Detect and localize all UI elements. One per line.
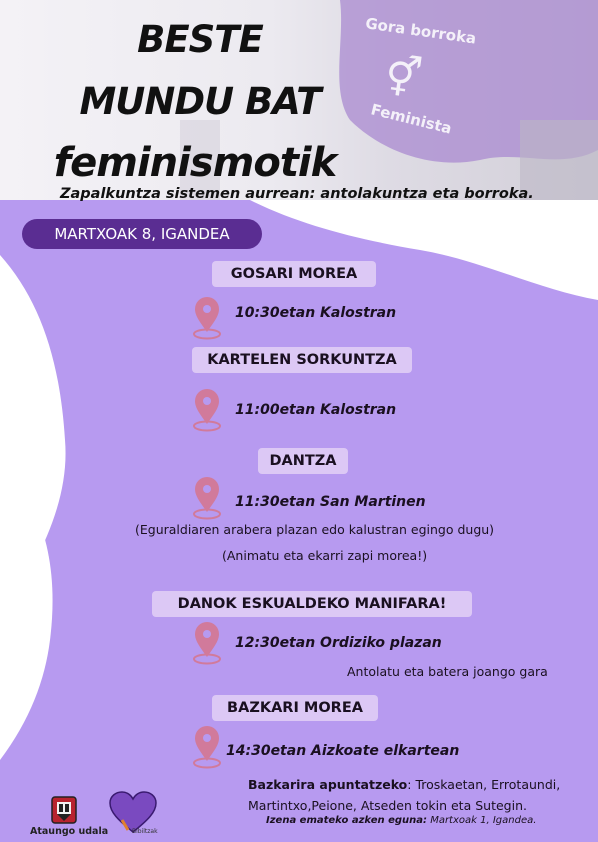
registration-label: Bazkarira apuntatzeko <box>248 777 408 792</box>
deadline-value: Martxoak 1, Igandea. <box>427 815 537 826</box>
event-note-zapi: (Animatu eta ekarri zapi morea!) <box>222 548 428 563</box>
event-time-manifa: 12:30etan Ordiziko plazan <box>235 635 442 651</box>
registration-places-2: Martintxo,Peione, Atseden tokin eta Sutegin. <box>248 798 527 813</box>
subtitle: Zapalkuntza sistemen aurrean: antolakuntza eta borroka. <box>60 186 534 202</box>
deadline-label: Izena emateko azken eguna: <box>266 815 428 826</box>
location-pin-icon <box>192 476 222 520</box>
location-pin-icon <box>192 621 222 665</box>
location-pin-icon <box>192 388 222 432</box>
event-label-manifa: DANOK ESKUALDEKO MANIFARA! <box>152 591 472 617</box>
title-line-2: MUNDU BAT <box>79 80 321 123</box>
event-note-antolatu: Antolatu eta batera joango gara <box>347 664 548 679</box>
ataun-crest-icon <box>48 794 80 826</box>
registration-info <box>248 774 578 816</box>
registration-places-1: : Troskaetan, Errotaundi, <box>407 777 561 792</box>
title-line-1: BESTE <box>137 18 263 61</box>
event-time-dantza: 11:30etan San Martinen <box>235 494 426 510</box>
ataun-logo-label: Ataungo udala <box>30 826 109 837</box>
location-pin-icon <box>192 296 222 340</box>
flag-text-2: Feminista <box>369 100 454 138</box>
flag-symbol: ⚥ <box>381 52 425 104</box>
heart-logo-label: Bibiltzak <box>132 828 158 835</box>
event-label-bazkari: BAZKARI MOREA <box>212 695 378 721</box>
event-note-weather: (Eguraldiaren arabera plazan edo kalustran egingo dugu) <box>135 522 495 537</box>
event-time-gosari: 10:30etan Kalostran <box>235 305 397 321</box>
registration-deadline <box>266 815 536 826</box>
event-label-kartelen: KARTELEN SORKUNTZA <box>192 347 412 373</box>
event-label-dantza: DANTZA <box>258 448 348 474</box>
title-line-3: feminismotik <box>53 140 337 186</box>
date-pill: MARTXOAK 8, IGANDEA <box>22 219 262 249</box>
registration-line-1 <box>248 774 578 795</box>
event-label-gosari: GOSARI MOREA <box>212 261 376 287</box>
flag-text-1: Gora borroka <box>364 14 478 48</box>
event-time-kartelen: 11:00etan Kalostran <box>235 402 397 418</box>
event-time-bazkari: 14:30etan Aizkoate elkartean <box>226 743 460 759</box>
location-pin-icon <box>192 725 222 769</box>
